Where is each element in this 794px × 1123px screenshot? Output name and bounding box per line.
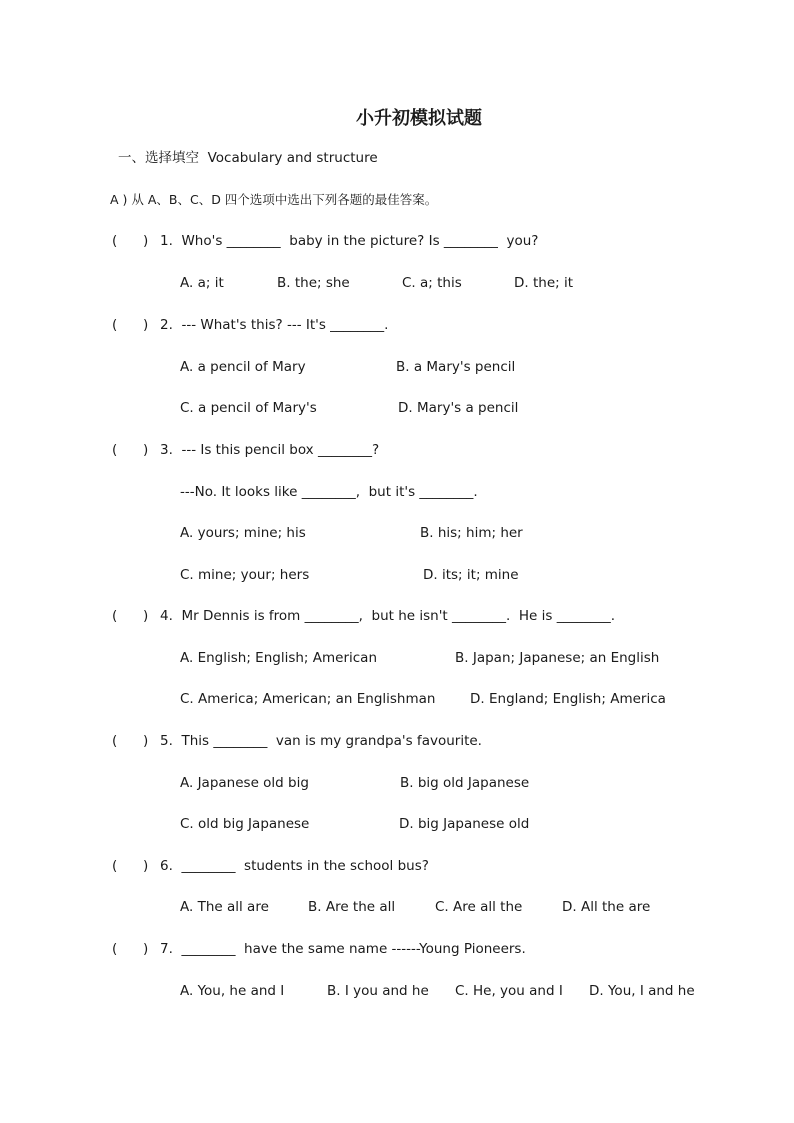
option-d: D. the; it xyxy=(514,275,574,291)
option-a: A. a pencil of Mary xyxy=(180,359,306,375)
option-a: A. You, he and I xyxy=(180,983,285,999)
question-text: 7. ________ have the same name ------Young Pioneers. xyxy=(160,941,526,957)
instruction: A ) 从 A、B、C、D 四个选项中选出下列各题的最佳答案。 xyxy=(110,192,438,207)
option-c: C. Are all the xyxy=(435,899,523,915)
option-d: D. its; it; mine xyxy=(423,567,519,583)
question-text: 4. Mr Dennis is from ________, but he isn't ________. He is ________. xyxy=(160,608,615,624)
option-b: B. a Mary's pencil xyxy=(396,359,516,375)
option-a: A. a; it xyxy=(180,275,224,291)
option-b: B. Are the all xyxy=(308,899,396,915)
option-d: D. You, I and he xyxy=(589,983,695,999)
question-text-line-2: ---No. It looks like ________, but it's ________. xyxy=(180,484,478,500)
answer-blank[interactable]: ( ) xyxy=(112,608,149,624)
option-a: A. Japanese old big xyxy=(180,775,309,791)
option-d: D. All the are xyxy=(562,899,651,915)
page-title: 小升初模拟试题 xyxy=(356,108,482,129)
question-text: 5. This ________ van is my grandpa's favourite. xyxy=(160,733,482,749)
option-a: A. The all are xyxy=(180,899,269,915)
question-text: 1. Who's ________ baby in the picture? Is ________ you? xyxy=(160,233,539,249)
option-c: C. mine; your; hers xyxy=(180,567,310,583)
answer-blank[interactable]: ( ) xyxy=(112,733,149,749)
answer-blank[interactable]: ( ) xyxy=(112,858,149,874)
option-c: C. He, you and I xyxy=(455,983,563,999)
option-a: A. yours; mine; his xyxy=(180,525,306,541)
option-b: B. Japan; Japanese; an English xyxy=(455,650,660,666)
option-d: D. big Japanese old xyxy=(399,816,530,832)
answer-blank[interactable]: ( ) xyxy=(112,442,149,458)
option-d: D. England; English; America xyxy=(470,691,666,707)
question-text: 2. --- What's this? --- It's ________. xyxy=(160,317,389,333)
section-heading: 一、选择填空 Vocabulary and structure xyxy=(118,150,378,166)
answer-blank[interactable]: ( ) xyxy=(112,941,149,957)
option-c: C. a; this xyxy=(402,275,462,291)
option-b: B. I you and he xyxy=(327,983,429,999)
option-c: C. old big Japanese xyxy=(180,816,310,832)
option-c: C. America; American; an Englishman xyxy=(180,691,436,707)
answer-blank[interactable]: ( ) xyxy=(112,317,149,333)
option-b: B. big old Japanese xyxy=(400,775,530,791)
answer-blank[interactable]: ( ) xyxy=(112,233,149,249)
question-text: 6. ________ students in the school bus? xyxy=(160,858,429,874)
option-a: A. English; English; American xyxy=(180,650,377,666)
option-d: D. Mary's a pencil xyxy=(398,400,519,416)
option-c: C. a pencil of Mary's xyxy=(180,400,317,416)
option-b: B. the; she xyxy=(277,275,350,291)
option-b: B. his; him; her xyxy=(420,525,523,541)
question-text: 3. --- Is this pencil box ________? xyxy=(160,442,380,458)
